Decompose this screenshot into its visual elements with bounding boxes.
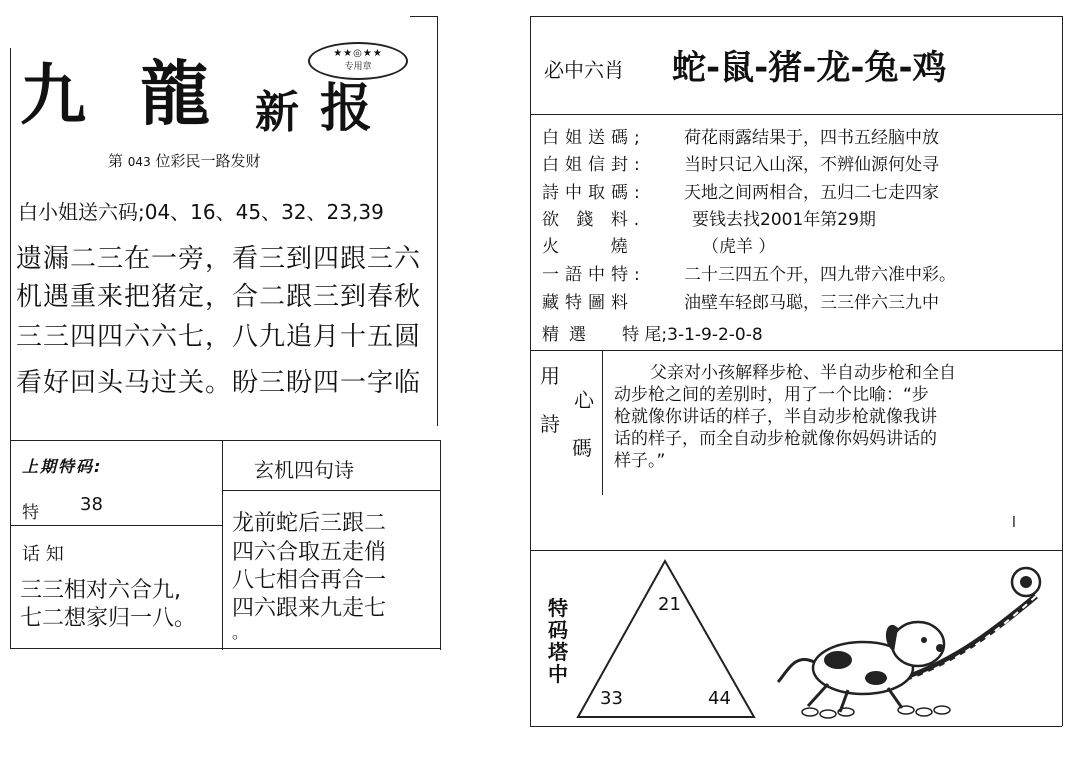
six-codes-line: 白小姐送六码;04、16、45、32、23,39 [18,200,384,224]
stamp-seal [308,42,408,80]
stamp-text: 专用章 [344,62,372,72]
tip-row [542,320,763,345]
side-label-4: 碼 [572,436,592,460]
tip-value: 要钱去找2001年第29期 [692,210,876,230]
tip-row [542,232,775,257]
dog-illustration [768,556,1058,726]
tower-label-char: 中 [548,662,568,686]
poem-line: 看好回头马过关。盼三盼四一字临 [16,368,422,398]
tip-row [542,205,876,230]
side-label-3: 心 [574,388,594,412]
special-value: 38 [80,494,103,515]
six-zodiac-value: 蛇-鼠-猪-龙-兔-鸡 [672,48,947,88]
mystery-title: 玄机四句诗 [254,458,354,482]
issue-suffix: 位彩民一路发财 [155,152,261,170]
tip-label: 藏特圖料 [542,293,634,313]
masthead-char-2: 龍 [140,52,210,135]
masthead-char-1: 九 [20,56,86,134]
tip-label: 詩中取碼: [542,183,646,203]
tip-label: 火 燒 [542,237,634,257]
special-label: 特 [22,503,39,523]
masthead-char-3: 新 [255,87,299,138]
poem-line: 遗漏二三在一旁，看三到四跟三六 [16,244,422,274]
tip-value: 特 尾;3-1-9-2-0-8 [622,325,763,345]
tip-label: 欲 錢 料. [542,210,646,230]
tip-value: （虎羊 ） [702,237,776,257]
issue-line [108,150,261,171]
tip-value: 二十三四五个开，四九带六准中彩。 [684,265,956,285]
mystery-line: 。 [232,623,249,642]
tower-label-char: 塔 [548,640,568,664]
mystery-line: 龙前蛇后三跟二 [232,511,387,536]
tip-row [542,260,956,285]
tower-triangle [570,555,760,725]
riddle-line: 七二想家归一八。 [20,606,197,631]
poem-line: 三三四四六六七，八九追月十五圆 [16,322,422,352]
tower-label-char: 特 [548,596,568,620]
tip-row [542,123,939,148]
tip-label: 一語中特: [542,265,646,285]
tip-label: 白姐信封: [542,155,646,175]
side-label-1: 用 [540,364,560,388]
story-line: 动步枪之间的差别时，用了一个比喻：“步 [614,385,929,405]
tip-value: 当时只记入山深，不辨仙源何处寻 [684,155,939,175]
story-line: 样子。” [614,451,666,471]
mystery-line: 四六跟来九走七 [232,596,387,621]
tip-row [542,150,939,175]
tip-value: 天地之间两相合，五归二七走四家 [684,183,939,203]
story-line: 话的样子，而全自动步枪就像你妈妈讲话的 [614,429,937,449]
issue-number: 043 [127,155,151,169]
stamp-stars: ★★◎★★ [333,48,383,59]
issue-prefix: 第 [108,152,124,170]
six-zodiac-label: 必中六肖 [544,58,624,82]
riddle-title: 话 知 [22,544,64,565]
tower-label-char: 码 [548,618,568,642]
tower-number-top: 21 [658,594,681,615]
tower-number-left: 33 [600,688,623,709]
stray-mark: l [1012,515,1016,531]
tip-row [542,178,939,203]
tower-number-right: 44 [708,688,731,709]
tip-row [542,288,939,313]
tip-value: 油壁车轻郎马聪，三三伴六三九中 [684,293,939,313]
tip-value: 荷花雨露结果于，四书五经脑中放 [684,128,939,148]
tip-label: 精選 [542,325,596,345]
riddle-line: 三三相对六合九, [20,578,181,603]
mystery-line: 八七相合再合一 [232,568,387,593]
mystery-line: 四六合取五走俏 [232,540,387,565]
side-label-2: 詩 [540,412,560,436]
tip-label: 白姐送碼; [542,128,646,148]
poem-line: 机遇重来把猪定，合二跟三到春秋 [16,282,422,312]
masthead-char-4: 报 [320,78,373,139]
story-line: 父亲对小孩解释步枪、半自动步枪和全自 [650,363,956,383]
story-line: 枪就像你讲话的样子，半自动步枪就像我讲 [614,407,937,427]
last-period-label: 上期特码: [22,457,103,476]
